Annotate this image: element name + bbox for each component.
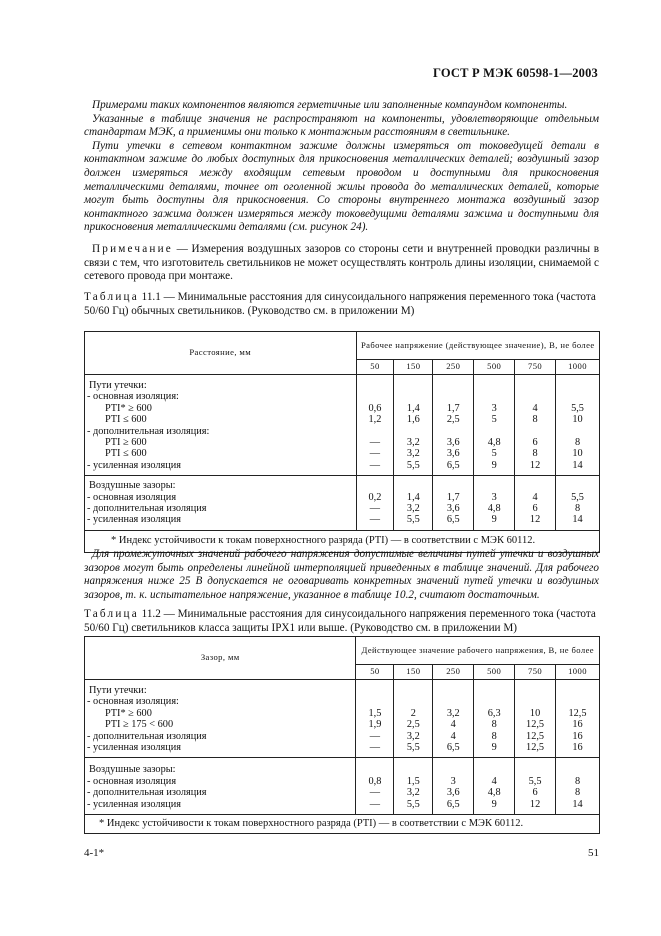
table-row-label: Пути утечки:: [89, 380, 147, 391]
table-cell: [556, 426, 599, 437]
table2-voltage: 150: [394, 665, 433, 680]
note-text: — Измерения воздушных зазоров со стороны сети и внутренней проводки различны в связи с тем, что изготовитель светильников не может осуществлять контроль длины изоляции, снимаемой с сетевого провода при монтаже.: [84, 243, 600, 283]
table2-air-section: [85, 758, 600, 815]
intro-paragraph: Примерами таких компонентов являются герметичные или заполненные компаундом компоненты.: [92, 99, 568, 111]
table-cell: 12,5: [526, 730, 545, 742]
table-row-label: - дополнительная изоляция: [87, 730, 207, 742]
table-cell: [357, 380, 394, 391]
table-cell: 5,5: [528, 775, 542, 787]
table-cell: [474, 391, 514, 402]
table-cell: [474, 685, 514, 696]
table2-voltage-header: Действующее значение рабочего напряжения, В, не более: [356, 637, 600, 665]
table1-footnote: * Индекс устойчивости к токам поверхностного разряда (PTI) — в соответствии с МЭК 60112.: [85, 530, 600, 552]
table-cell: 16: [572, 730, 583, 742]
table-row-label: PTI* ≥ 600: [105, 402, 152, 414]
table-row-label: - основная изоляция:: [87, 391, 179, 403]
table-cell: 3: [491, 491, 497, 503]
table-cell: [474, 764, 514, 775]
table-cell: 6,3: [487, 707, 501, 719]
table-cell: 3,6: [446, 437, 460, 449]
table-cell: 4: [450, 730, 456, 742]
table1-creepage-section: [85, 375, 600, 476]
table-cell: 14: [572, 514, 583, 526]
table-cell: 2: [410, 707, 416, 719]
table-cell: 5,5: [406, 514, 420, 526]
table-cell: [433, 391, 473, 402]
table-cell: 8: [574, 787, 581, 799]
table-cell: 6,5: [446, 459, 460, 471]
table-cell: 4: [532, 491, 538, 503]
table-cell: 1,7: [446, 402, 460, 414]
table-cell: —: [369, 730, 381, 742]
table2-voltage: 500: [474, 665, 515, 680]
table-cell: 5: [491, 448, 497, 460]
table-row-label: - дополнительная изоляция: [87, 787, 207, 799]
table-cell: [357, 480, 394, 491]
middle-paragraph: Для промежуточных значений рабочего напряжения допустимые величины путей утечки и воздушных зазоров могут быть определены линейной интерполяцией приведенных в таблице значений. Для рабочего напряжения ниже 25 В допускается не оговаривать конкретных значений путей утечки и воздушных зазоров, т. к. испытательное напряжение, указанное в таблице 10.2, считают достаточным.: [84, 548, 599, 601]
table-cell: 14: [572, 459, 583, 471]
table-cell: [556, 696, 599, 707]
table1-voltage: 750: [515, 360, 556, 375]
table-cell: 3,2: [406, 503, 420, 515]
table-cell: [433, 426, 473, 437]
table-cell: [356, 685, 393, 696]
table-cell: 4: [532, 402, 538, 414]
table-11-2: [84, 636, 600, 834]
table-cell: [515, 696, 555, 707]
table-cell: 8: [574, 775, 581, 787]
table-cell: 16: [572, 742, 583, 754]
intro-paragraph: Указанные в таблице значения не распространяют на компоненты, удовлетворяющие отдельным стандартам МЭК, а применимы они только к монтажным расстояниям в светильнике.: [84, 112, 599, 139]
table-cell: —: [369, 514, 381, 526]
table2-creepage-section: [85, 680, 600, 758]
table-cell: [515, 764, 555, 775]
table-cell: [433, 380, 473, 391]
table-cell: 3,2: [446, 707, 460, 719]
table2-creepage-labels: [85, 680, 356, 758]
table-row-label: Воздушные зазоры:: [89, 764, 176, 776]
table-cell: 3,2: [406, 787, 420, 799]
table1-col-header: Расстояние, мм: [85, 332, 357, 375]
table-cell: [556, 480, 599, 491]
table-cell: 1,4: [406, 491, 420, 503]
table-cell: [356, 764, 393, 775]
table-cell: [433, 696, 473, 707]
table-cell: [515, 391, 555, 402]
table-cell: 0,6: [368, 402, 382, 414]
table-cell: —: [369, 437, 381, 449]
table-cell: 1,7: [446, 491, 460, 503]
table2-caption-label: Таблица: [84, 608, 139, 620]
page-number: 51: [588, 847, 599, 859]
table-cell: 3,2: [406, 448, 420, 460]
page-code: 4-1*: [84, 847, 105, 859]
table1-voltage: 250: [433, 360, 474, 375]
table-cell: [394, 685, 432, 696]
table2-voltage: 1000: [556, 665, 600, 680]
table-cell: 3: [450, 775, 456, 787]
table-cell: 12: [529, 798, 541, 810]
table1-voltage: 150: [394, 360, 433, 375]
table1-air-labels: [85, 476, 357, 531]
table-cell: 3: [491, 402, 497, 414]
table-cell: [394, 380, 432, 391]
table-cell: 3,6: [446, 448, 460, 460]
table-row-label: - усиленная изоляция: [87, 798, 182, 810]
table-cell: 8: [532, 414, 538, 426]
table1-creepage-labels: [85, 375, 357, 476]
table-row-label: PTI ≥ 175 < 600: [105, 719, 174, 731]
table1-caption: [84, 291, 599, 318]
table-cell: 9: [491, 514, 497, 526]
table-cell: 8: [491, 730, 497, 742]
table-cell: 8: [574, 503, 581, 515]
table-cell: [394, 764, 432, 775]
table1-caption-label: Таблица: [84, 291, 139, 303]
table2-col-header: Зазор, мм: [85, 637, 356, 680]
table-cell: 10: [572, 414, 583, 426]
middle-text: [84, 548, 599, 602]
table-cell: [394, 480, 432, 491]
table1-voltage-header: Рабочее напряжение (действующее значение), В, не более: [356, 332, 600, 360]
table-cell: 3,6: [446, 787, 460, 799]
table-cell: [556, 685, 599, 696]
table-cell: 6: [532, 503, 538, 515]
table-cell: 12,5: [526, 719, 545, 731]
table-row-label: - дополнительная изоляция:: [87, 425, 210, 437]
table-cell: 1,4: [406, 402, 420, 414]
table-cell: [433, 764, 473, 775]
table2-caption-text: 11.2 — Минимальные расстояния для синусоидального напряжения переменного тока (частота 50/60 Гц) светильников класса защиты IPX1 или выше. (Руководство см. в приложении М): [84, 608, 596, 634]
table-cell: 9: [491, 798, 497, 810]
table-cell: 9: [491, 742, 497, 754]
table-cell: 1,5: [368, 707, 382, 719]
table-cell: [357, 391, 394, 402]
table-cell: [474, 426, 514, 437]
table-cell: 2,5: [446, 414, 460, 426]
table-cell: 3,2: [406, 437, 420, 449]
table-cell: 6,5: [446, 798, 460, 810]
table-cell: 2,5: [406, 719, 420, 731]
table-cell: [556, 764, 599, 775]
table-row-label: PTI* ≥ 600: [105, 707, 152, 719]
table-cell: [556, 380, 599, 391]
table-cell: 12: [529, 514, 541, 526]
table-row-label: - основная изоляция:: [87, 696, 179, 708]
table-cell: [556, 391, 599, 402]
table-cell: 10: [529, 707, 541, 719]
table-row-label: - усиленная изоляция: [87, 742, 182, 754]
intro-text: [84, 99, 599, 235]
table-row-label: PTI ≤ 600: [105, 414, 147, 426]
table-row-label: - дополнительная изоляция: [87, 503, 207, 515]
table-cell: 4: [450, 719, 456, 731]
table-cell: 1,5: [406, 775, 420, 787]
table-cell: 12: [529, 459, 541, 471]
table1-caption-text: 11.1 — Минимальные расстояния для синусоидального напряжения переменного тока (частота 50/60 Гц) обычных светильников. (Руководство см. в приложении М): [84, 291, 596, 317]
table-cell: [357, 426, 394, 437]
table-cell: 1,6: [406, 414, 420, 426]
table-cell: 12,5: [526, 742, 545, 754]
document-header: ГОСТ Р МЭК 60598-1—2003: [433, 66, 598, 80]
table-cell: 4,8: [487, 503, 501, 515]
table-row-label: PTI ≤ 600: [105, 448, 147, 460]
table-cell: —: [369, 448, 381, 460]
table-cell: —: [369, 459, 381, 471]
table1-voltage: 50: [356, 360, 394, 375]
table-cell: 5,5: [571, 491, 584, 503]
table-row-label: - основная изоляция: [87, 775, 177, 787]
table-cell: [474, 380, 514, 391]
table-cell: 10: [572, 448, 583, 460]
intro-paragraph: Пути утечки в сетевом контактном зажиме должны измеряться от токоведущей детали в контактном зажиме до любых доступных для прикосновения металлических деталей; воздушный зазор должен измеряться между входящим сетевым проводом и доступными для прикосновения металлическими деталями, точнее от оголенной жилы провода до металлических деталей, которые могут быть доступны для прикосновения. Со стороны внутреннего монтажа воздушный зазор контактного зажима должен измеряться между токоведущими деталями зажима и доступными для прикосновения металлическими деталями (см. рисунок 24).: [84, 139, 599, 234]
table-cell: [515, 380, 555, 391]
table-cell: [433, 480, 473, 491]
table-row-label: - основная изоляция: [87, 491, 177, 503]
table-cell: 8: [532, 448, 538, 460]
table-cell: [515, 685, 555, 696]
table-cell: —: [369, 742, 381, 754]
table-cell: [474, 480, 514, 491]
table-row-label: Пути утечки:: [89, 685, 147, 696]
table-row-label: PTI ≥ 600: [105, 437, 147, 449]
table-cell: 16: [572, 719, 583, 731]
table-cell: 5,5: [406, 459, 420, 471]
table-cell: 9: [491, 459, 497, 471]
table-cell: [356, 696, 393, 707]
note-label: Примечание: [92, 243, 173, 255]
table-cell: 5,5: [571, 402, 584, 414]
table2-voltage: 750: [515, 665, 556, 680]
table-row-label: Воздушные зазоры:: [89, 480, 176, 492]
table1-voltage: 1000: [556, 360, 600, 375]
table-cell: 6: [532, 437, 538, 449]
table-cell: [394, 696, 432, 707]
table1-air-section: [85, 476, 600, 531]
table2-caption: [84, 608, 599, 635]
table-cell: —: [369, 798, 381, 810]
table-cell: [474, 696, 514, 707]
table-cell: 3,2: [406, 730, 420, 742]
table-cell: —: [369, 787, 381, 799]
table-cell: [394, 391, 432, 402]
table2-voltage: 50: [356, 665, 394, 680]
table-cell: 4: [491, 775, 497, 787]
table-row-label: - усиленная изоляция: [87, 459, 182, 471]
table-cell: 6,5: [446, 514, 460, 526]
table-cell: 6,5: [446, 742, 460, 754]
table2-air-labels: [85, 758, 356, 815]
table-cell: 8: [574, 437, 581, 449]
table-cell: 5,5: [406, 798, 420, 810]
table-cell: [433, 685, 473, 696]
table-cell: [394, 426, 432, 437]
table-cell: 5: [491, 414, 497, 426]
table-11-1: [84, 331, 600, 553]
table-cell: 1,9: [368, 719, 382, 731]
table2-footnote: * Индекс устойчивости к токам поверхностного разряда (PTI) — в соответствии с МЭК 60112.: [85, 815, 600, 834]
table-cell: 0,2: [368, 491, 382, 503]
table-cell: 1,2: [368, 414, 382, 426]
table-cell: —: [369, 503, 381, 515]
table-cell: 14: [572, 798, 583, 810]
table-row-label: - усиленная изоляция: [87, 514, 182, 526]
table-cell: 12,5: [568, 707, 587, 719]
table-cell: 0,8: [368, 775, 382, 787]
table-cell: 4,8: [487, 437, 501, 449]
note-block: [84, 243, 599, 284]
table1-voltage: 500: [474, 360, 515, 375]
table-cell: 3,6: [446, 503, 460, 515]
table-cell: 4,8: [487, 787, 501, 799]
table-cell: 5,5: [406, 742, 420, 754]
table-cell: [515, 480, 555, 491]
table-cell: [515, 426, 555, 437]
table-cell: 6: [532, 787, 538, 799]
table2-voltage: 250: [433, 665, 474, 680]
table-cell: 8: [491, 719, 497, 731]
